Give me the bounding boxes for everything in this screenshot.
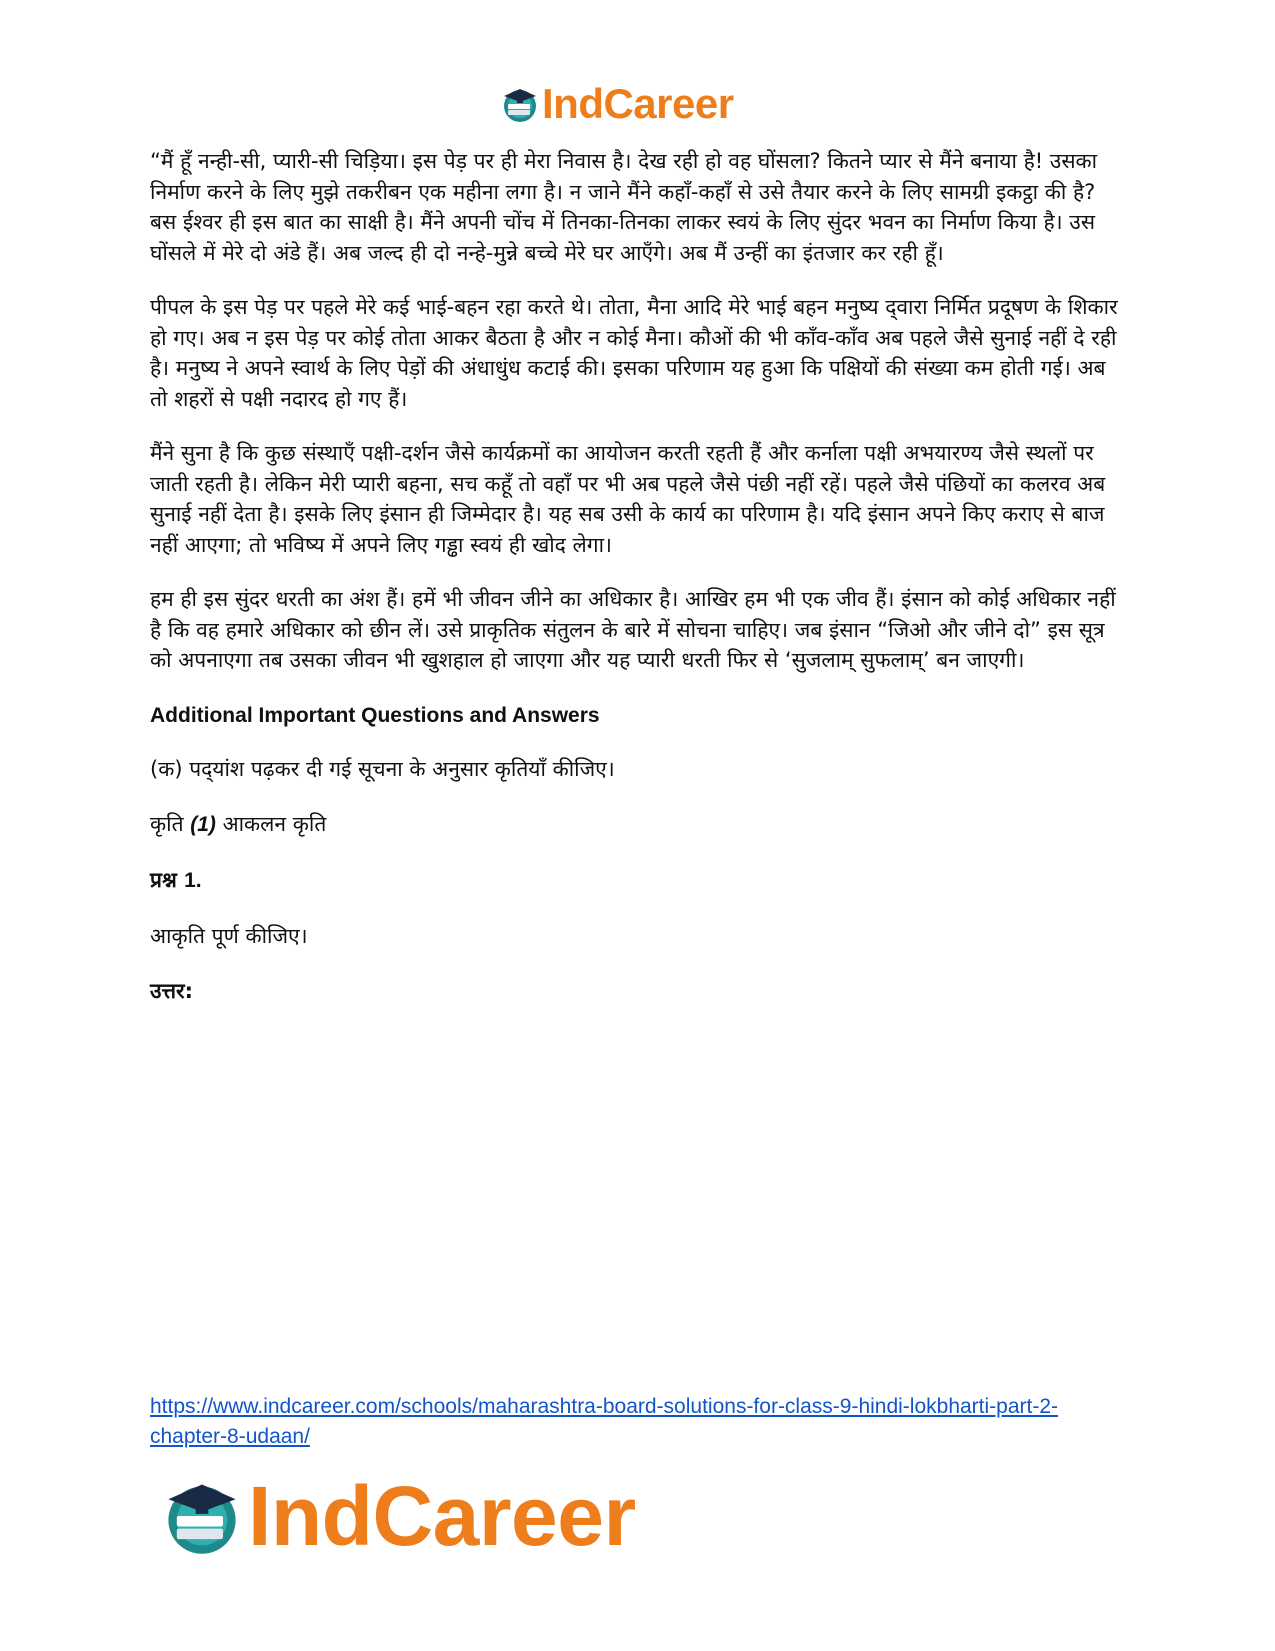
paragraph: “मैं हूँ नन्ही-सी, प्यारी-सी चिड़िया। इस पेड़ पर ही मेरा निवास है। देख रही हो वह घोंसला? कितने प्यार से मैंने बनाया है! उसका निर्माण करने के लिए मुझे तकरीबन एक महीना लगा है। न जाने मैंने कहाँ-कहाँ से उसे तैयार करने के लिए सामग्री इकट्ठा की है? बस ईश्वर ही इस बात का साक्षी है। मैंने अपनी चोंच में तिनका-तिनका लाकर स्वयं के लिए सुंदर भवन का निर्माण किया है। उस घोंसले में मेरे दो अंडे हैं। अब जल्द ही दो नन्हे-मुन्ने बच्चे मेरे घर आएँगे। अब मैं उन्हीं का इंतजार कर रही हूँ। — [150, 149, 1098, 265]
activity-suffix: आकलन कृति — [222, 811, 327, 836]
graduate-globe-icon — [160, 1474, 244, 1558]
source-link-block — [150, 1392, 1125, 1452]
question-number: 1. — [184, 868, 202, 892]
question-word: प्रश्न — [150, 867, 177, 892]
indcareer-logo-bottom — [160, 1468, 636, 1564]
activity-title — [150, 809, 1125, 840]
instruction-text: (क) पद्‌यांश पढ़कर दी गई सूचना के अनुसार कृतियाँ कीजिए। — [150, 756, 615, 781]
brand-wordmark: IndCareer — [542, 80, 734, 127]
graduate-globe-icon — [500, 84, 540, 124]
brand-wordmark: IndCareer — [248, 1468, 636, 1563]
source-link[interactable]: https://www.indcareer.com/schools/maharashtra-board-solutions-for-class-9-hindi-lokbharti-part-2-chapter-8-udaan/ — [150, 1395, 1059, 1448]
indcareer-logo-top — [500, 80, 734, 128]
answer-label: उत्तर: — [150, 978, 194, 1003]
paragraph: पीपल के इस पेड़ पर पहले मेरे कई भाई-बहन रहा करते थे। तोता, मैना आदि मेरे भाई बहन मनुष्य द्‌वारा निर्मित प्रदूषण के शिकार हो गए। अब न इस पेड़ पर कोई तोता आकर बैठता है और न कोई मैना। कौओं की भी काँव-काँव अब पहले जैसे सुनाई नहीं दे रही है। मनुष्य ने अपने स्वार्थ के लिए पेड़ों की अंधाधुंध कटाई की। इसका परिणाम यह हुआ कि पक्षियों की संख्या कम होती गई। अब तो शहरों से पक्षी नदारद हो गए हैं। — [150, 295, 1118, 411]
paragraph: मैंने सुना है कि कुछ संस्थाएँ पक्षी-दर्शन जैसे कार्यक्रमों का आयोजन करती रहती हैं और कर्नाला पक्षी अभयारण्य जैसे स्थलों पर जाती रहती है। लेकिन मेरी प्यारी बहना, सच कहूँ तो वहाँ पर भी अब पहले जैसे पंछी नहीं रहें। पहले जैसे पंछियों का कलरव अब सुनाई नहीं देता है। इसके लिए इंसान ही जिम्मेदार है। यह सब उसी के कार्य का परिणाम है। यदि इंसान अपने किए कराए से बाज नहीं आएगा; तो भविष्य में अपने लिए गड्ढा स्वयं ही खोद लेगा। — [150, 441, 1106, 557]
activity-number: (1) — [190, 812, 216, 836]
activity-prefix: कृति — [150, 811, 184, 836]
section-heading: Additional Important Questions and Answers — [150, 703, 600, 727]
document-body — [150, 146, 1125, 1031]
task-text: आकृति पूर्ण कीजिए। — [150, 923, 308, 948]
paragraph: हम ही इस सुंदर धरती का अंश हैं। हमें भी जीवन जीने का अधिकार है। आखिर हम भी एक जीव हैं। इंसान को कोई अधिकार नहीं है कि वह हमारे अधिकार को छीन लें। उसे प्राकृतिक संतुलन के बारे में सोचना चाहिए। जब इंसान “जिओ और जीने दो” इस सूत्र को अपनाएगा तब उसका जीवन भी खुशहाल हो जाएगा और यह प्यारी धरती फिर से ‘सुजलाम् सुफलाम्’ बन जाएगी। — [150, 587, 1116, 672]
question-label — [150, 865, 1125, 896]
